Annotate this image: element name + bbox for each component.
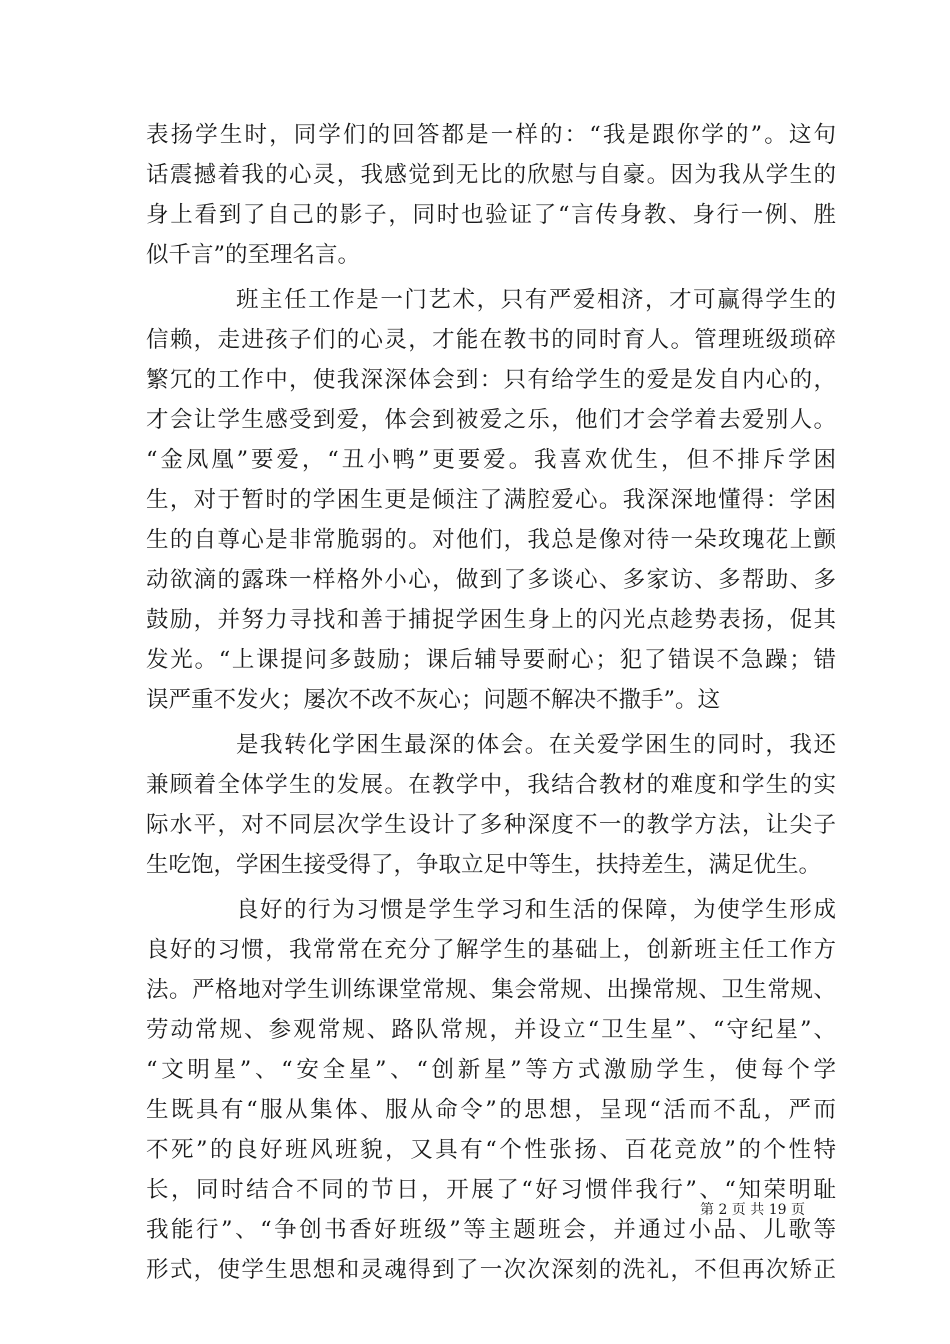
text-line: 生的自尊心是非常脆弱的。对他们，我总是像对待一朵玫瑰花上颤: [146, 527, 836, 553]
text-line: 鼓励，并努力寻找和善于捕捉学困生身上的闪光点趁势表扬，促其: [146, 607, 836, 633]
text-line: 长，同时结合不同的节日，开展了“好习惯伴我行”、“知荣明耻: [146, 1177, 836, 1203]
text-line: 表扬学生时，同学们的回答都是一样的：“我是跟你学的”。这句: [146, 122, 836, 148]
text-line: 是我转化学困生最深的体会。在关爱学困生的同时，我还: [236, 732, 836, 758]
text-line: 话震撼着我的心灵，我感觉到无比的欣慰与自豪。因为我从学生的: [146, 162, 836, 188]
text-line: 良好的行为习惯是学生学习和生活的保障，为使学生形成: [236, 897, 836, 923]
text-line: 身上看到了自己的影子，同时也验证了“言传身教、身行一例、胜: [146, 202, 836, 228]
text-line: 法。严格地对学生训练课堂常规、集会常规、出操常规、卫生常规、: [146, 977, 836, 1003]
text-line: “金凤凰”要爱，“丑小鸭”更要爱。我喜欢优生，但不排斥学困: [146, 447, 836, 473]
text-line: 生，对于暂时的学困生更是倾注了满腔爱心。我深深地懂得：学困: [146, 487, 836, 513]
text-line: “文明星”、“安全星”、“创新星”等方式激励学生，使每个学: [146, 1057, 836, 1083]
text-line: 信赖，走进孩子们的心灵，才能在教书的同时育人。管理班级琐碎: [146, 327, 836, 353]
page-number-footer: 第 2 页 共 19 页: [700, 1202, 805, 1218]
text-line: 班主任工作是一门艺术，只有严爱相济，才可赢得学生的: [236, 287, 836, 313]
text-line: 不死”的良好班风班貌，又具有“个性张扬、百花竞放”的个性特: [146, 1137, 836, 1163]
text-line: 劳动常规、参观常规、路队常规，并设立“卫生星”、“守纪星”、: [146, 1017, 836, 1043]
text-line: 生既具有“服从集体、服从命令”的思想，呈现“活而不乱，严而: [146, 1097, 836, 1123]
text-line: 良好的习惯，我常常在充分了解学生的基础上，创新班主任工作方: [146, 937, 836, 963]
text-line: 繁冗的工作中，使我深深体会到：只有给学生的爱是发自内心的，: [146, 367, 836, 393]
text-line: 发光。“上课提问多鼓励；课后辅导要耐心；犯了错误不急躁；错: [146, 647, 836, 673]
text-line: 际水平，对不同层次学生设计了多种深度不一的教学方法，让尖子: [146, 812, 836, 838]
text-line: 才会让学生感受到爱，体会到被爱之乐，他们才会学着去爱别人。: [146, 407, 836, 433]
text-line: 形式，使学生思想和灵魂得到了一次次深刻的洗礼，不但再次矫正: [146, 1257, 836, 1283]
text-line: 误严重不发火；屡次不改不灰心；问题不解决不撒手”。这: [146, 687, 721, 713]
text-line: 生吃饱，学困生接受得了，争取立足中等生，扶持差生，满足优生。: [146, 852, 822, 878]
text-line: 兼顾着全体学生的发展。在教学中，我结合教材的难度和学生的实: [146, 772, 836, 798]
text-line: 动欲滴的露珠一样格外小心，做到了多谈心、多家访、多帮助、多: [146, 567, 836, 593]
text-line: 我能行”、“争创书香好班级”等主题班会，并通过小品、儿歌等: [146, 1217, 836, 1243]
text-line: 似千言”的至理名言。: [146, 242, 361, 268]
